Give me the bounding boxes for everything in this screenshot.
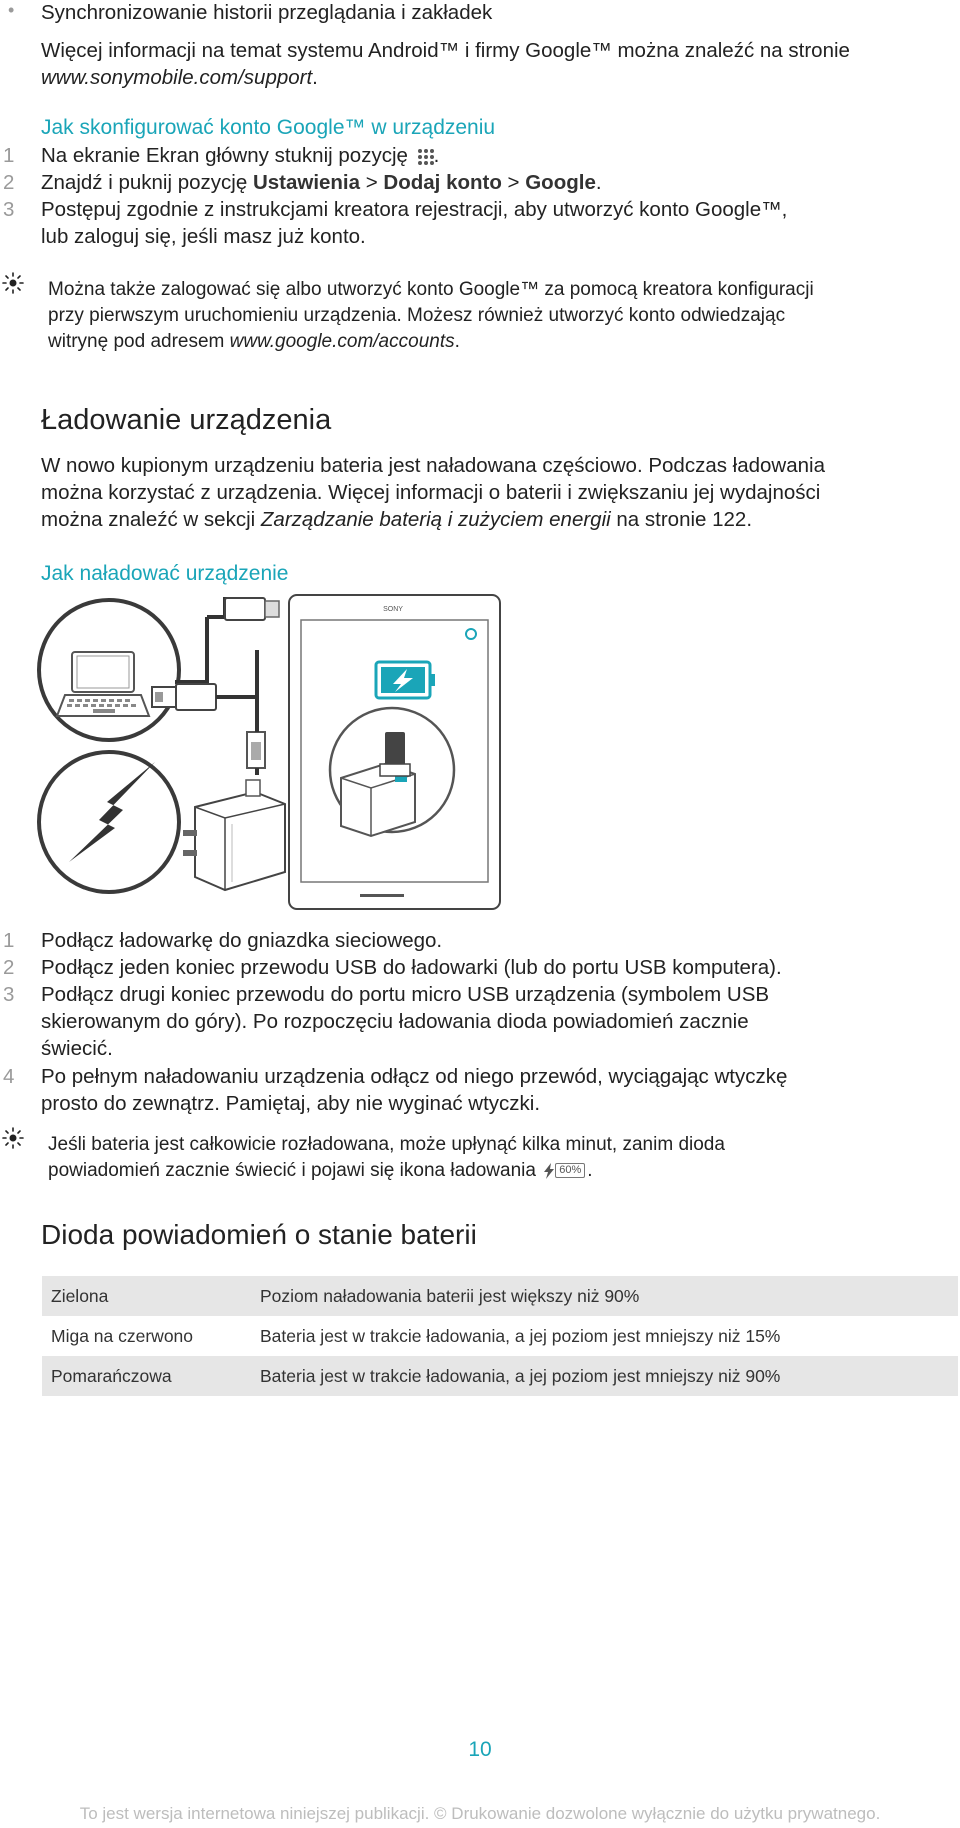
google-step-1 bbox=[41, 142, 439, 169]
charging-paragraph bbox=[41, 452, 956, 533]
charging-para-line1: W nowo kupionym urządzeniu bateria jest naładowana częściowo. Podczas ładowania bbox=[41, 454, 825, 477]
page-number: 10 bbox=[468, 1738, 492, 1761]
app-grid-icon bbox=[418, 149, 434, 165]
info-paragraph bbox=[41, 37, 956, 91]
charge-step-3 bbox=[41, 981, 956, 1062]
google-tip-line3: witrynę pod adresem bbox=[48, 331, 230, 352]
google-heading: Jak skonfigurować konto Google™ w urządzeniu bbox=[41, 116, 496, 139]
charging-tip-line1: Jeśli bateria jest całkowicie rozładowana, może upłynąć kilka minut, zanim dioda bbox=[48, 1134, 725, 1155]
charging-subheading: Jak naładować urządzenie bbox=[41, 562, 289, 585]
footer-text: To jest wersja internetowa niniejszej publikacji. © Drukowanie dozwolone wyłącznie do użytku prywatnego. bbox=[79, 1804, 881, 1823]
usb-cable-icon bbox=[152, 597, 279, 775]
bullet-dot: • bbox=[8, 0, 15, 20]
phone-brand: SONY bbox=[383, 606, 403, 613]
google-step-2-end: . bbox=[595, 171, 602, 194]
table-row bbox=[42, 1276, 958, 1316]
google-tip-line2: przy pierwszym uruchomieniu urządzenia. Możesz również utworzyć konto odwiedzając bbox=[48, 305, 786, 326]
charging-para-line2: można korzystać z urządzenia. Więcej informacji o baterii i zwiększaniu jej wydajności bbox=[41, 481, 821, 504]
info-line1: Więcej informacji na temat systemu Android™ i firmy Google™ można znaleźć na stronie bbox=[41, 39, 850, 62]
led-state: Pomarańczowa bbox=[42, 1356, 251, 1396]
laptop-circle-icon bbox=[39, 600, 179, 740]
google-accounts-link[interactable]: www.google.com/accounts bbox=[229, 331, 455, 352]
step-number: 4 bbox=[3, 1065, 15, 1088]
google-step-3 bbox=[41, 196, 956, 250]
google-tip-end: . bbox=[454, 331, 460, 352]
charge-step-2: Podłącz jeden koniec przewodu USB do ładowarki (lub do portu USB komputera). bbox=[41, 956, 782, 979]
step-number: 3 bbox=[3, 198, 15, 221]
charge-step-4-line2: prosto do zewnątrz. Pamiętaj, aby nie wyginać wtyczki. bbox=[41, 1092, 541, 1115]
charging-tip-line2: powiadomień zacznie świecić i pojawi się ikona ładowania bbox=[48, 1160, 536, 1181]
separator: > bbox=[501, 171, 526, 194]
google-label: Google bbox=[525, 171, 596, 194]
led-status-table bbox=[42, 1276, 958, 1396]
google-step-3-line2: lub zaloguj się, jeśli masz już konto. bbox=[41, 225, 366, 248]
bullet-text: Synchronizowanie historii przeglądania i zakładek bbox=[41, 1, 493, 24]
charge-step-3-line1: Podłącz drugi koniec przewodu do portu micro USB urządzenia (symbolem USB bbox=[41, 983, 770, 1006]
google-step-1-end: . bbox=[433, 144, 440, 167]
lightbulb-tip-icon bbox=[2, 1127, 24, 1149]
power-circle-icon bbox=[39, 752, 179, 892]
led-state: Miga na czerwono bbox=[51, 1325, 194, 1346]
led-state: Zielona bbox=[42, 1276, 251, 1316]
info-end: . bbox=[312, 66, 318, 89]
step-number: 2 bbox=[3, 171, 15, 194]
charge-step-4-line1: Po pełnym naładowaniu urządzenia odłącz od niego przewód, wyciągając wtyczkę bbox=[41, 1065, 788, 1088]
battery-section-link[interactable]: Zarządzanie baterią i zużyciem energii bbox=[260, 508, 611, 531]
google-step-1-text: Na ekranie Ekran główny stuknij pozycję bbox=[41, 144, 408, 167]
step-number: 1 bbox=[3, 144, 15, 167]
charge-step-1: Podłącz ładowarkę do gniazdka sieciowego. bbox=[41, 929, 443, 952]
step-number: 1 bbox=[3, 929, 15, 952]
charging-title: Ładowanie urządzenia bbox=[41, 404, 332, 436]
phone-icon bbox=[289, 595, 500, 909]
lightbulb-tip-icon bbox=[2, 272, 24, 294]
battery-percent: 60% bbox=[555, 1163, 585, 1178]
google-tip bbox=[48, 277, 958, 355]
led-description: Bateria jest w trakcie ładowania, a jej poziom jest mniejszy niż 15% bbox=[260, 1325, 781, 1346]
google-step-2 bbox=[41, 169, 602, 196]
step-number: 3 bbox=[3, 983, 15, 1006]
google-tip-line1: Można także zalogować się albo utworzyć konto Google™ za pomocą kreatora konfiguracji bbox=[48, 279, 814, 300]
charging-tip bbox=[48, 1132, 958, 1184]
charging-battery-icon bbox=[543, 1163, 585, 1179]
table-row bbox=[42, 1356, 958, 1396]
led-title: Dioda powiadomień o stanie baterii bbox=[41, 1219, 477, 1250]
charger-icon bbox=[183, 780, 285, 890]
table-row bbox=[42, 1316, 958, 1356]
charging-para-line3: można znaleźć w sekcji bbox=[41, 508, 261, 531]
add-account-label: Dodaj konto bbox=[383, 171, 502, 194]
separator: > bbox=[360, 171, 384, 194]
charging-para-end: na stronie 122. bbox=[610, 508, 753, 531]
charge-step-3-line3: świecić. bbox=[41, 1037, 113, 1060]
bolt-icon bbox=[543, 1163, 555, 1179]
charging-tip-end: . bbox=[587, 1160, 593, 1181]
charging-illustration bbox=[35, 592, 505, 912]
led-description: Bateria jest w trakcie ładowania, a jej poziom jest mniejszy niż 90% bbox=[251, 1356, 958, 1396]
step-number: 2 bbox=[3, 956, 15, 979]
charge-step-3-line2: skierowanym do góry). Po rozpoczęciu ładowania dioda powiadomień zacznie bbox=[41, 1010, 749, 1033]
info-link[interactable]: www.sonymobile.com/support bbox=[41, 66, 313, 89]
charge-step-4 bbox=[41, 1063, 956, 1117]
settings-label: Ustawienia bbox=[252, 171, 361, 194]
google-step-3-line1: Postępuj zgodnie z instrukcjami kreatora rejestracji, aby utworzyć konto Google™, bbox=[41, 198, 788, 221]
led-description: Poziom naładowania baterii jest większy niż 90% bbox=[251, 1276, 958, 1316]
google-step-2-text: Znajdź i puknij pozycję bbox=[41, 171, 253, 194]
